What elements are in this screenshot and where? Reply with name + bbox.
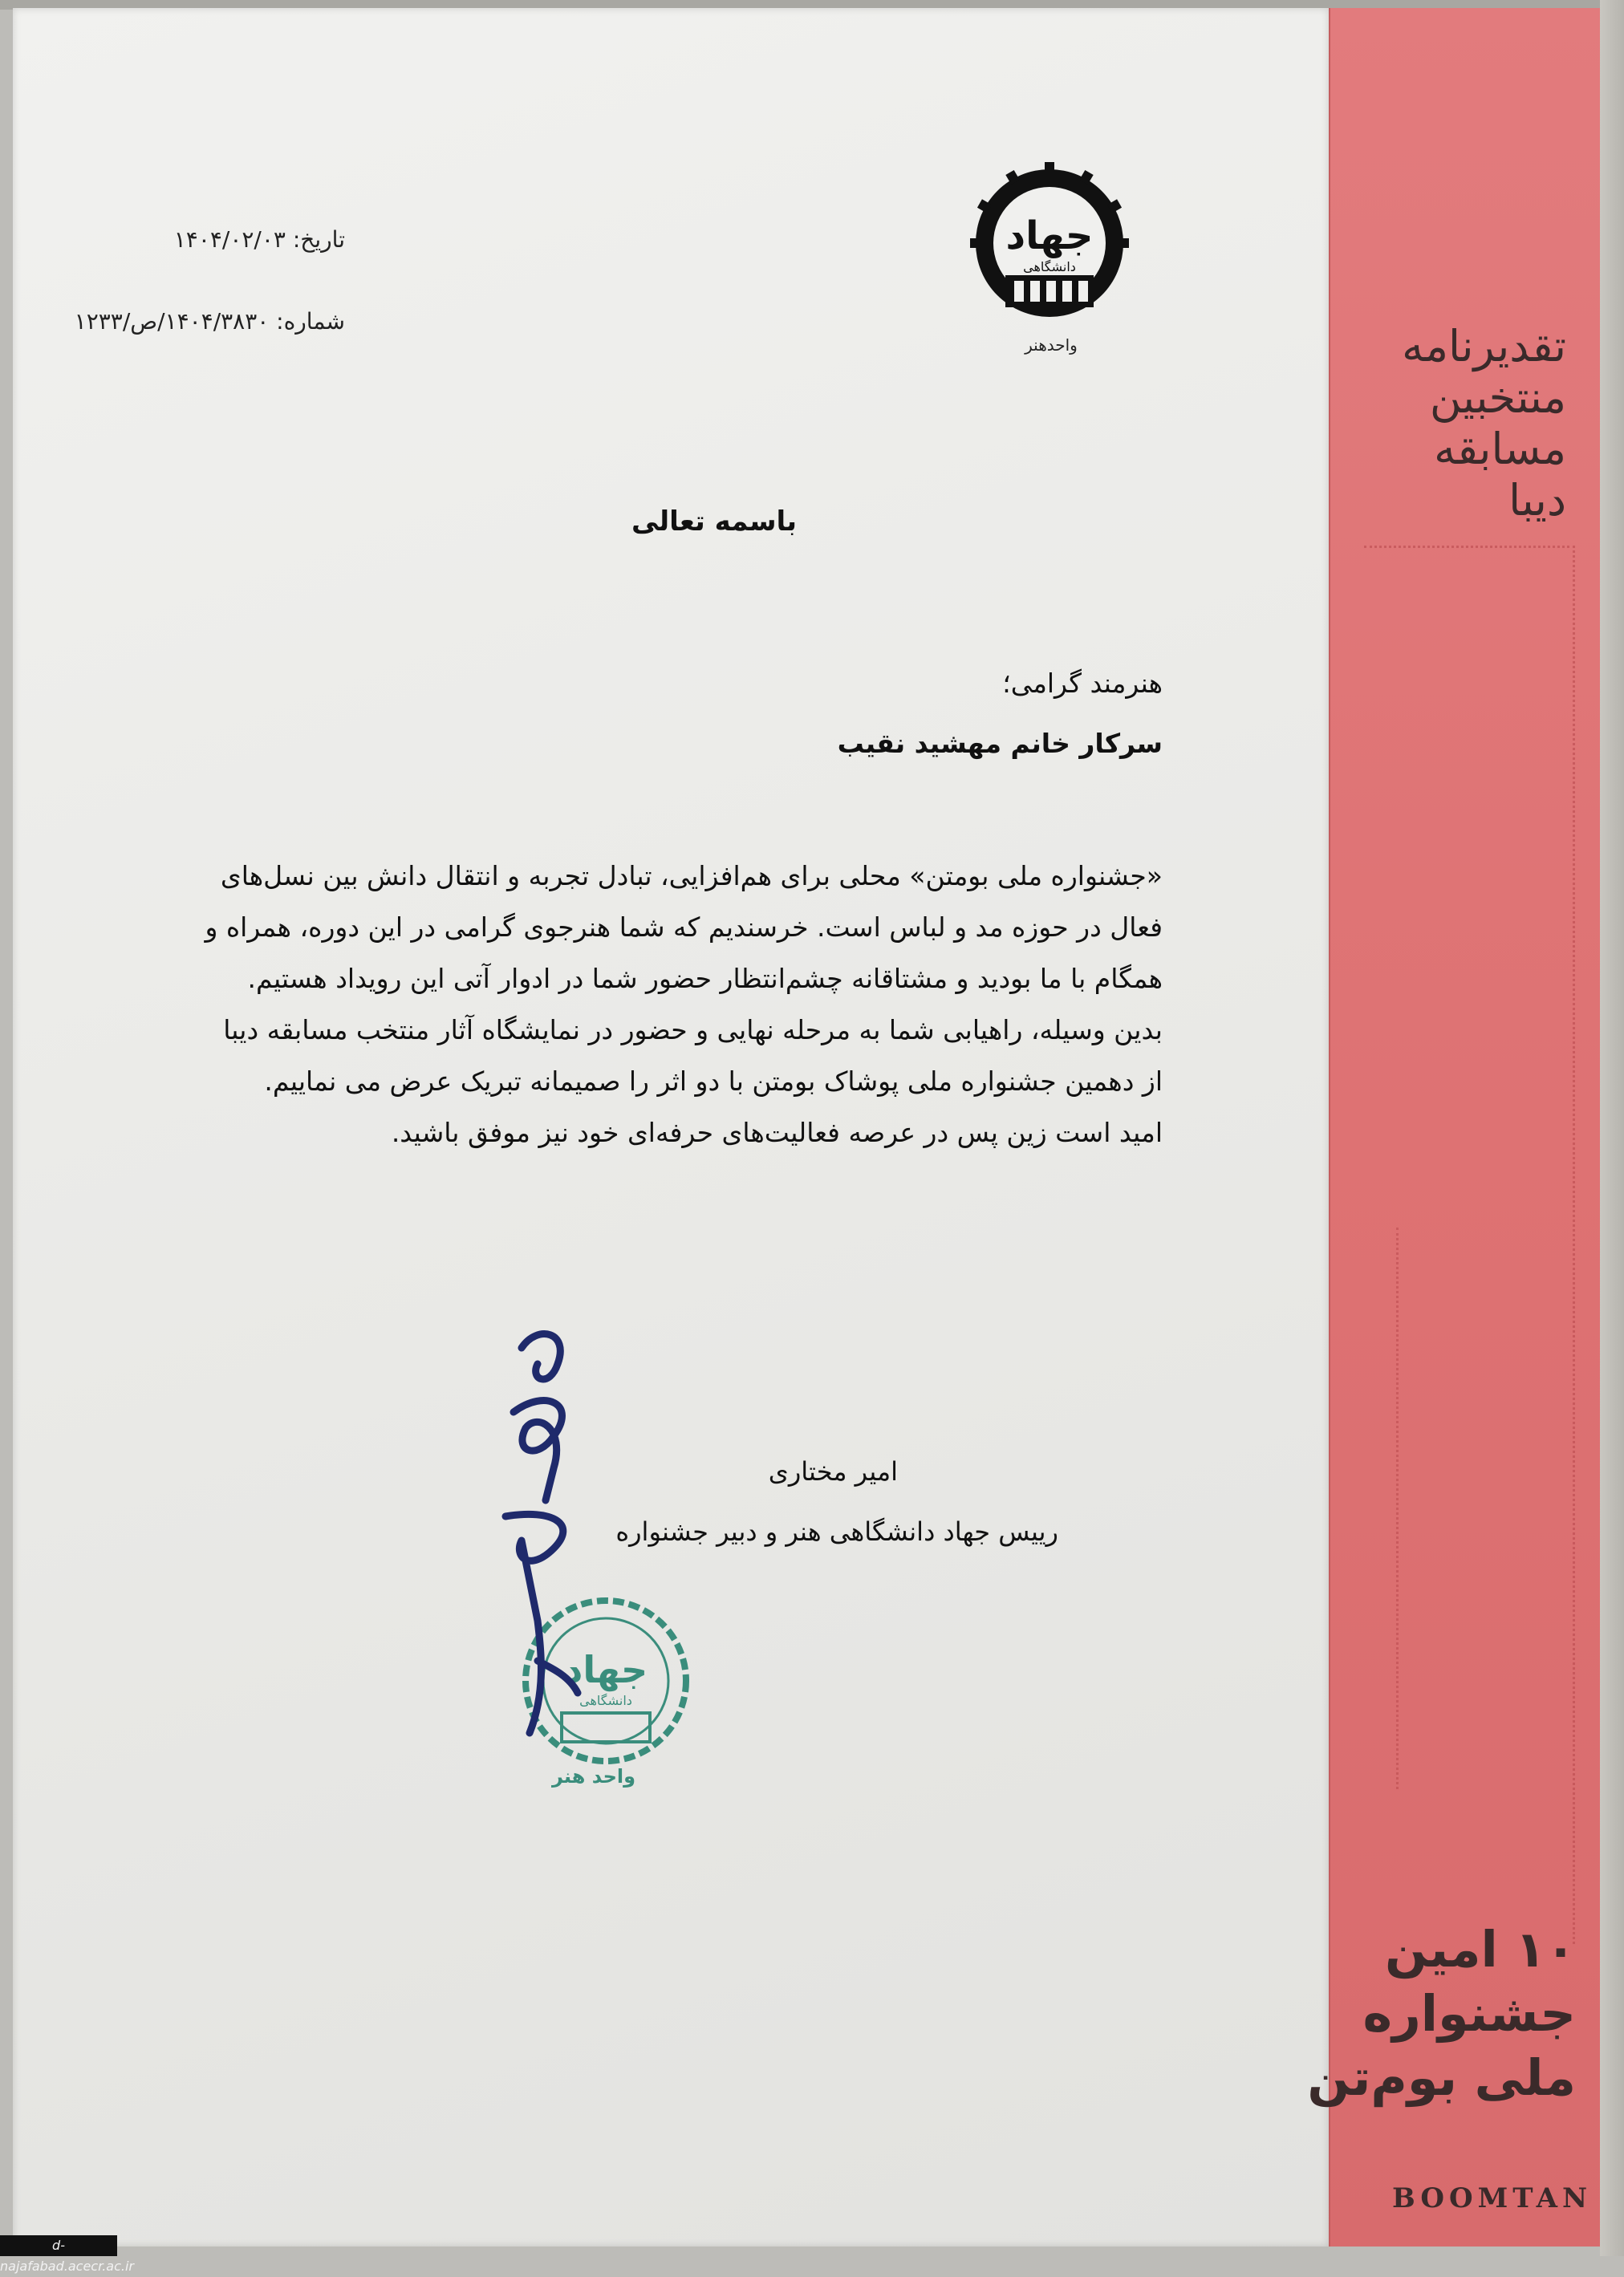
source-credit: d-najafabad.acecr.ac.ir xyxy=(0,2235,117,2256)
band-title-line: منتخبین xyxy=(1429,372,1566,423)
band-title-line: دیبا xyxy=(1508,475,1566,526)
body-paragraph-line: از دهمین جشنواره ملی پوشاک بومتن با دو اثر را صمیمانه تبریک عرض می نماییم. xyxy=(264,1065,1163,1097)
band-title-line: مسابقه xyxy=(1434,424,1566,474)
signer-title: رییس جهاد دانشگاهی هنر و دبیر جشنواره xyxy=(615,1516,1058,1547)
logo-main-text: جهاد xyxy=(1005,213,1094,258)
letter-number: شماره: ۱۴۰۴/۳۸۳۰/ص/۱۲۳۳ xyxy=(74,308,345,335)
brand-wordmark: BOOMTAN xyxy=(1392,2182,1593,2214)
jahad-logo xyxy=(961,159,1138,335)
stamp-unit-label: واحد هنر xyxy=(551,1765,636,1788)
body-paragraph-line: فعال در حوزه مد و لباس است. خرسندیم که شما هنرجوی گرامی در این دوره، همراه و xyxy=(205,911,1163,943)
letter-greeting: هنرمند گرامی؛ xyxy=(1002,668,1163,699)
body-paragraph-line: امید است زین پس در عرصه فعالیت‌های حرفه‌ای خود نیز موفق باشید. xyxy=(391,1117,1163,1148)
stamp-sub-text: دانشگاهی xyxy=(579,1693,632,1708)
band-title-line: تقدیرنامه xyxy=(1402,321,1566,371)
letter-recipient: سرکار خانم مهشید نقیب xyxy=(837,728,1163,759)
band-title xyxy=(1326,321,1566,526)
logo-sub-text: دانشگاهی xyxy=(1023,259,1076,274)
festival-title-line: ۱۰ امین xyxy=(1384,1920,1576,1979)
handwritten-signature xyxy=(417,1316,642,1765)
body-paragraph-line: همگام با ما بودید و مشتاقانه چشم‌انتظار حضور شما در ادوار آتی این رویداد هستیم. xyxy=(247,963,1163,994)
festival-title-line: جشنواره xyxy=(1362,1984,1576,2043)
festival-title xyxy=(1307,1918,1576,2110)
body-paragraph-line: «جشنواره ملی بومتن» محلی برای هم‌افزایی، تبادل تجربه و انتقال دانش بین نسل‌های xyxy=(220,860,1163,891)
photo-edge-right xyxy=(1600,0,1624,2256)
body-paragraph-line: بدین وسیله، راهیابی شما به مرحله نهایی و حضور در نمایشگاه آثار منتخب مسابقه دیبا xyxy=(223,1014,1163,1045)
letter-heading: باسمه تعالی xyxy=(631,505,798,538)
festival-title-line: ملی بوم‌تن xyxy=(1307,2048,1576,2107)
stamp-main-text: جهاد xyxy=(563,1648,648,1691)
letter-date: تاریخ: ۱۴۰۴/۰۲/۰۳ xyxy=(173,226,345,253)
dotted-pattern-inner xyxy=(1396,1228,1527,1789)
signer-name: امیر مختاری xyxy=(768,1456,898,1487)
letter-body xyxy=(205,850,1163,1159)
logo-unit-label: واحدهنر xyxy=(1025,335,1078,355)
